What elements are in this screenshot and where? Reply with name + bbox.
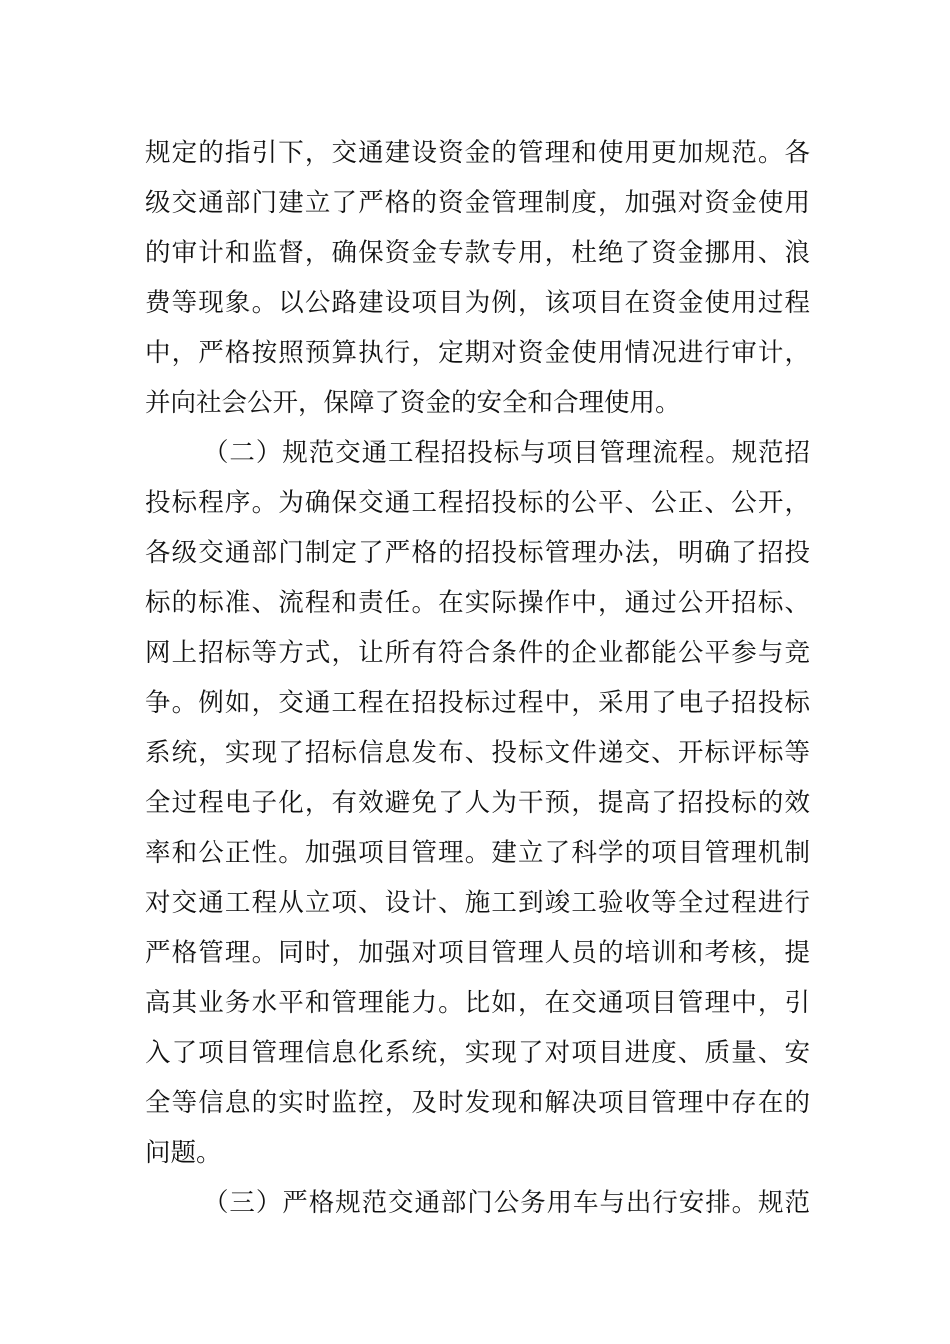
text-line: 对交通工程从立项、设计、施工到竣工验收等全过程进行 [145, 888, 810, 918]
text-line: 高其业务水平和管理能力。比如，在交通项目管理中，引 [145, 988, 810, 1018]
text-line: 系统，实现了招标信息发布、投标文件递交、开标评标等 [145, 738, 810, 768]
text-line: 入了项目管理信息化系统，实现了对项目进度、质量、安 [145, 1038, 810, 1068]
text-line: 的审计和监督，确保资金专款专用，杜绝了资金挪用、浪 [145, 238, 810, 268]
text-line: 全过程电子化，有效避免了人为干预，提高了招投标的效 [145, 788, 810, 818]
text-line: 争。例如，交通工程在招投标过程中，采用了电子招投标 [145, 688, 810, 718]
text-line: 中，严格按照预算执行，定期对资金使用情况进行审计， [145, 338, 810, 368]
text-line: 问题。 [145, 1138, 222, 1168]
section-heading-line: （二）规范交通工程招投标与项目管理流程。规范招 [203, 438, 810, 468]
text-line: 并向社会公开，保障了资金的安全和合理使用。 [145, 388, 681, 418]
text-line: 标的标准、流程和责任。在实际操作中，通过公开招标、 [145, 588, 810, 618]
body-text [145, 128, 810, 1228]
text-line: 投标程序。为确保交通工程招投标的公平、公正、公开， [145, 488, 810, 518]
section-heading-line: （三）严格规范交通部门公务用车与出行安排。规范 [203, 1188, 810, 1218]
text-line: 率和公正性。加强项目管理。建立了科学的项目管理机制 [145, 838, 810, 868]
text-line: 网上招标等方式，让所有符合条件的企业都能公平参与竞 [145, 638, 810, 668]
text-line: 全等信息的实时监控，及时发现和解决项目管理中存在的 [145, 1088, 810, 1118]
text-line: 严格管理。同时，加强对项目管理人员的培训和考核，提 [145, 938, 810, 968]
text-line: 费等现象。以公路建设项目为例，该项目在资金使用过程 [145, 288, 810, 318]
text-line: 各级交通部门制定了严格的招投标管理办法，明确了招投 [145, 538, 810, 568]
text-line: 级交通部门建立了严格的资金管理制度，加强对资金使用 [145, 188, 810, 218]
text-line: 规定的指引下，交通建设资金的管理和使用更加规范。各 [145, 138, 810, 168]
